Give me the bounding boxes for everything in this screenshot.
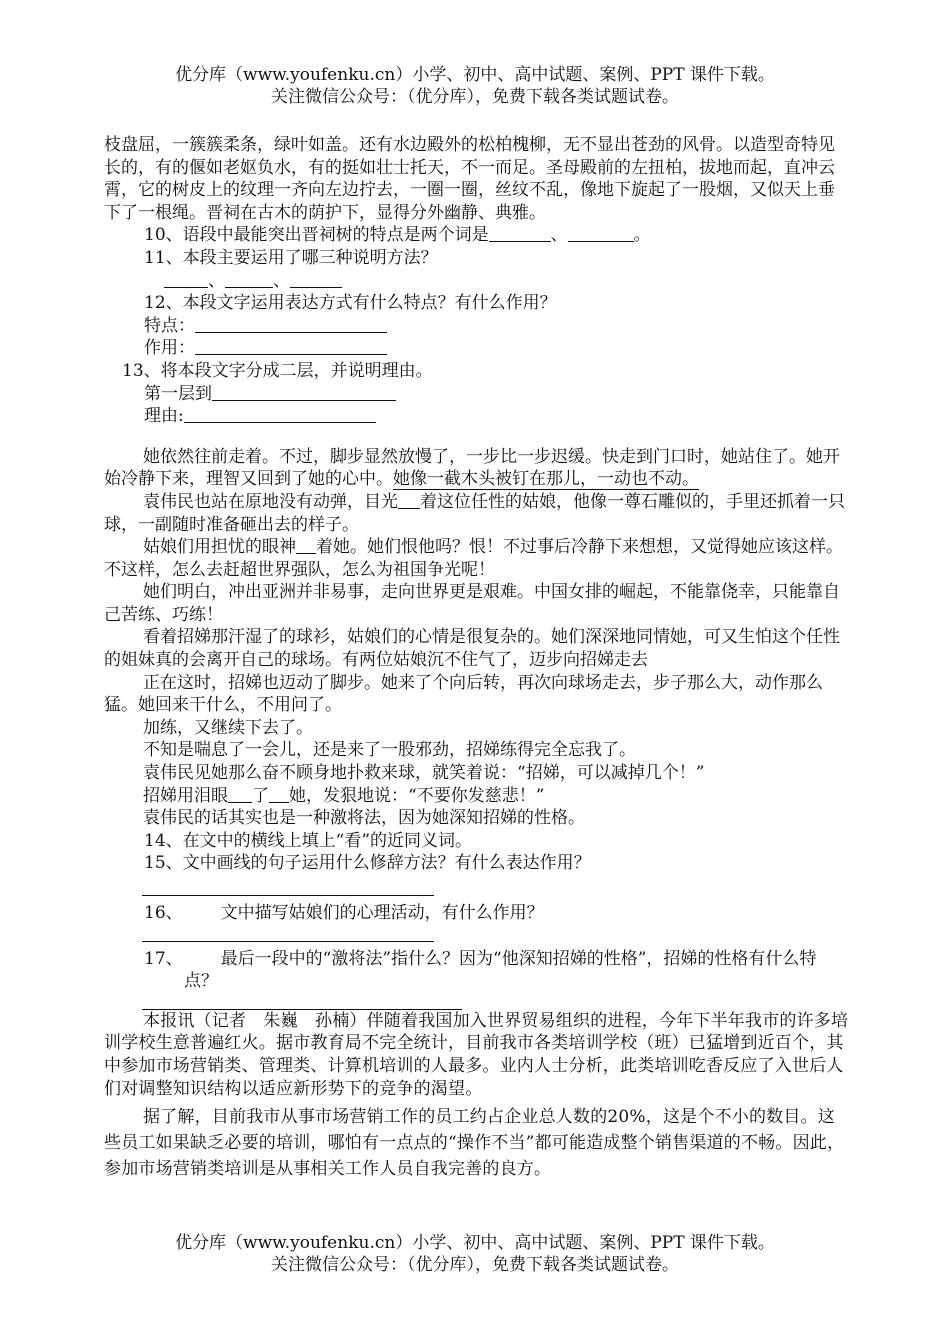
question-13-reason: [104, 405, 849, 428]
question-11: 11、本段主要运用了哪三种说明方法？: [144, 247, 438, 268]
footer-line-2: 关注微信公众号：（优分库），免费下载各类试题试卷。: [271, 1255, 679, 1275]
header-line-2: 关注微信公众号：（优分库），免费下载各类试题试卷。: [271, 87, 679, 107]
header-line-1: 优分库（www.youfenku.cn）小学、初中、高中试题、案例、PPT 课件下载。: [175, 65, 775, 85]
story-text: 了: [252, 785, 269, 806]
question-15: 15、文中画线的句子运用什么修辞方法？有什么表达作用？: [144, 853, 591, 874]
story-text: 姑娘们用担忧的眼神: [143, 537, 296, 558]
page-header: [0, 64, 950, 108]
story-paragraph: 袁伟民的话其实也是一种激将法，因为她深知招娣的性格。: [143, 808, 585, 829]
news-paragraph: 据了解，目前我市从事市场营销工作的员工约占企业总人数的20%，这是个不小的数目。这些员工如果缺乏必要的培训，哪怕有一点点的“操作不当”都可能造成整个销售渠道的不畅。因此，参加市场营销类培训是从事相关工作人员自我完善的良方。: [104, 1107, 845, 1180]
question-text: 最后一段中的“激将法”指什么？因为“他深知招娣的性格”，招娣的性格有什么特点？: [184, 948, 817, 992]
feature-label: 特点：: [144, 315, 195, 336]
answer-blank[interactable]: [195, 316, 387, 333]
answer-blank[interactable]: [398, 492, 420, 509]
story-paragraph: 加练，又继续下去了。: [143, 717, 313, 738]
answer-blank[interactable]: [195, 338, 387, 355]
question-16: [104, 902, 849, 925]
question-11-answers: [104, 270, 849, 293]
answer-blank[interactable]: [184, 406, 376, 423]
answer-blank[interactable]: [269, 786, 289, 803]
answer-line[interactable]: [142, 993, 462, 1010]
question-17: [104, 948, 849, 993]
function-label: 作用：: [144, 338, 195, 359]
answer-blank[interactable]: [164, 271, 208, 288]
question-13: 13、将本段文字分成二层，并说明理由。: [122, 360, 433, 381]
question-12: 12、本段文字运用表达方式有什么特点？有什么作用？: [144, 293, 557, 314]
question-10-text: 10、语段中最能突出晋祠树的特点是两个词是: [144, 225, 489, 246]
story-paragraph: [104, 785, 849, 808]
answer-blank[interactable]: [212, 384, 396, 401]
document-body: [104, 134, 849, 1182]
answer-blank[interactable]: [489, 225, 551, 242]
story-paragraph: 袁伟民见她那么奋不顾身地扑救来球，就笑着说：“招娣，可以减掉几个！”: [143, 763, 705, 784]
story-paragraph: 看着招娣那汗湿了的球衫，姑娘们的心情是很复杂的。她们深深地同情她，可又生怕这个任性的姐妹真的会离开自己的球场。有两位姑娘沉不住气了，迈步向招娣走去: [104, 627, 840, 671]
story-paragraph: [104, 491, 849, 536]
answer-blank[interactable]: [296, 537, 316, 554]
answer-blank[interactable]: [568, 225, 634, 242]
layer-label: 第一层到: [144, 383, 212, 404]
question-14: 14、在文中的横线上填上“看”的近同义词。: [144, 830, 473, 851]
question-10: [104, 224, 849, 247]
page-footer: [0, 1232, 950, 1276]
separator: 、: [550, 225, 568, 246]
underlined-sentence: 她像一截木头被钉在那儿，一动也不动。: [393, 469, 699, 490]
story-text: 她，发狠地说：“不要你发慈悲！”: [289, 785, 545, 806]
story-text: 袁伟民也站在原地没有动弹，目光: [143, 491, 398, 512]
story-text: 着她。她们恨他吗？恨！不过事后冷静下来想想，又觉得她应该这样。不这样，怎么去赶超世界强队，怎么为祖国争光呢！: [104, 537, 843, 580]
question-text: 文中描写姑娘们的心理活动，有什么作用？: [220, 903, 544, 923]
answer-blank[interactable]: [290, 271, 342, 288]
story-text: 着这位任性的姑娘，他像一尊石雕似的，手里还抓着一只球，一副随时准备砸出去的样子。: [104, 491, 845, 535]
question-12-feature: [104, 315, 849, 338]
story-text: 招娣用泪眼: [143, 785, 228, 806]
reason-label: 理由:: [144, 406, 184, 427]
separator: 、: [208, 270, 225, 291]
footer-line-1: 优分库（www.youfenku.cn）小学、初中、高中试题、案例、PPT 课件下载。: [175, 1233, 775, 1253]
story-paragraph: 不知是喘息了一会儿，还是来了一股邪劲，招娣练得完全忘我了。: [143, 740, 636, 761]
question-13-layer: [104, 383, 849, 406]
answer-line[interactable]: [142, 879, 434, 896]
answer-line[interactable]: [142, 925, 434, 942]
question-number: 17、: [144, 948, 183, 969]
separator: 、: [273, 270, 290, 291]
answer-blank[interactable]: [228, 786, 252, 803]
story-paragraph: [104, 446, 849, 491]
story-paragraph: 正在这时，招娣也迈动了脚步。她来了个向后转，再次向球场走去，步子那么大，动作那么猛。她回来干什么，不用问了。: [104, 672, 823, 716]
news-paragraph: 本报讯（记者 朱巍 孙楠）伴随着我国加入世界贸易组织的进程，今年下半年我市的许多培训学校生意普遍红火。据市教育局不完全统计，目前我市各类培训学校（班）已猛增到近百个，其中参加市场营销类、管理类、计算机培训的人最多。业内人士分析，此类培训吃香反应了入世后人们对调整知识结构以适应新形势下的竞争的渴望。: [104, 1010, 849, 1099]
question-number: 16、: [144, 903, 183, 923]
passage-jinci-trees: 枝盘屈，一簇簇柔条，绿叶如盖。还有水边殿外的松柏槐柳，无不显出苍劲的风骨。以造型奇特见长的，有的偃如老妪负水，有的挺如壮士托天，不一而足。圣母殿前的左扭柏，拔地而起，直冲云霄，它的树皮上的纹理一齐向左边拧去，一圈一圈，丝纹不乱，像地下旋起了一股烟，又似天上垂下了一根绳。晋祠在古木的荫护下，显得分外幽静、典雅。: [104, 135, 835, 223]
story-text: 她依然往前走着。不过，脚步显然放慢了，一步比一步迟缓。快走到门口时，她站住了。她开始冷静下来，理智又回到了她的心中。: [104, 446, 840, 490]
story-paragraph: 她们明白，冲出亚洲并非易事，走向世界更是艰难。中国女排的崛起，不能靠侥幸，只能靠自己苦练、巧练！: [104, 582, 840, 625]
end-mark: 。: [633, 225, 651, 246]
question-12-function: [104, 337, 849, 360]
answer-blank[interactable]: [225, 271, 273, 288]
story-paragraph: [104, 536, 849, 581]
